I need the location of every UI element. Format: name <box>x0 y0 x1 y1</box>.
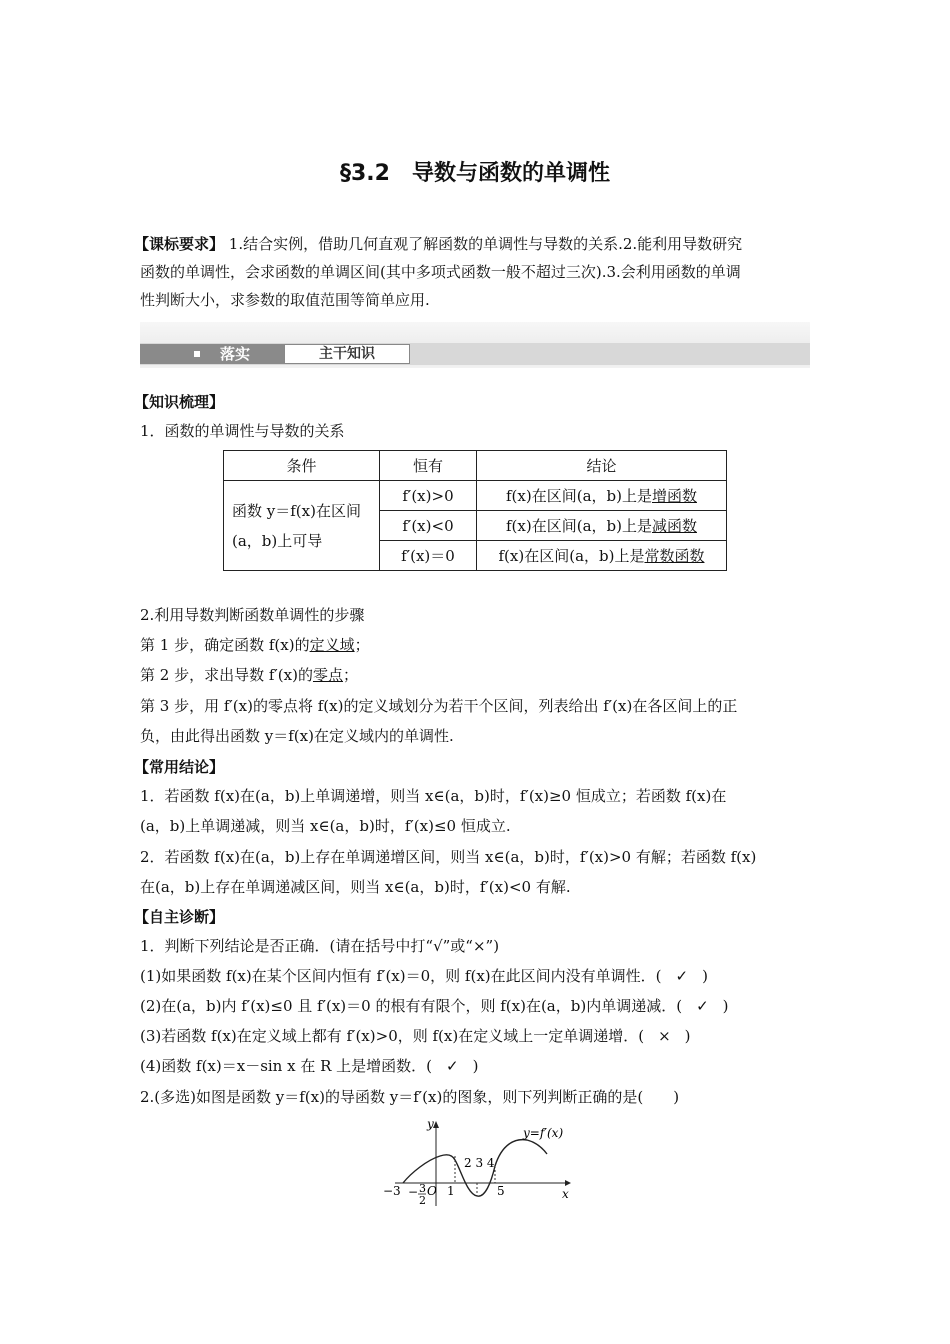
table-cell-derivative: f′(x)<0 <box>380 511 477 541</box>
item-close: ) <box>684 1027 691 1045</box>
table-cell-derivative: f′(x)＝0 <box>380 541 477 571</box>
table-cell-conclusion <box>477 511 727 541</box>
diagnosis-label: 【自主诊断】 <box>134 908 225 926</box>
knowledge-label: 【知识梳理】 <box>134 393 225 411</box>
item-text: (2)在(a，b)内 f′(x)≤0 且 f′(x)＝0 的根有有限个，则 f(x)在(a，b)内单调递减．( <box>140 997 683 1015</box>
question-1-item <box>140 995 729 1016</box>
answer-mark: ✓ <box>696 997 709 1015</box>
y-axis-label: y <box>427 1118 434 1131</box>
page-title: §3.2 导数与函数的单调性 <box>340 161 610 186</box>
step-2 <box>140 664 358 685</box>
x-axis-label: x <box>562 1187 569 1201</box>
conclusions-label: 【常用结论】 <box>134 758 225 776</box>
step-2-suffix: ； <box>343 666 359 684</box>
square-bullet-icon <box>194 351 200 357</box>
knowledge-item-2: 2.利用导数判断函数单调性的步骤 <box>140 606 365 624</box>
question-1-item <box>140 965 708 986</box>
derivative-graph <box>375 1118 575 1210</box>
section-banner <box>140 322 810 368</box>
condition-line-1: 函数 y＝f(x)在区间 <box>232 501 361 520</box>
conclusion-prefix: f(x)在区间(a，b)上是 <box>506 487 652 505</box>
step-1-prefix: 第 1 步，确定函数 f(x)的 <box>140 636 310 654</box>
tick-2-3-4: 2 3 4 <box>464 1156 495 1170</box>
requirement-label: 【课标要求】 <box>134 235 225 253</box>
x-axis-arrow-icon <box>565 1180 571 1186</box>
table-condition-cell <box>224 481 380 571</box>
conclusion-1-line-2: (a，b)上单调递减，则当 x∈(a，b)时，f′(x)≤0 恒成立. <box>140 817 511 835</box>
item-close: ) <box>722 997 729 1015</box>
table-cell-conclusion <box>477 541 727 571</box>
requirement-text-1: 1.结合实例，借助几何直观了解函数的单调性与导数的关系.2.能利用导数研究 <box>224 235 743 253</box>
answer-mark: ✓ <box>446 1057 459 1075</box>
table-header: 恒有 <box>380 451 477 481</box>
banner-left-label: 落实 <box>220 345 251 363</box>
monotonicity-table <box>223 450 727 571</box>
curve-label: y=f′(x) <box>523 1126 564 1140</box>
item-close: ) <box>472 1057 479 1075</box>
conclusion-key: 增函数 <box>651 487 697 505</box>
step-1 <box>140 634 370 655</box>
y-axis-arrow-icon <box>433 1121 439 1128</box>
requirement-text-3: 性判断大小，求参数的取值范围等简单应用. <box>140 291 430 309</box>
question-1: 1．判断下列结论是否正确．(请在括号中打“√”或“×”) <box>140 937 500 955</box>
question-2: 2.(多选)如图是函数 y＝f(x)的导函数 y＝f′(x)的图象，则下列判断正确的是( ) <box>140 1088 680 1106</box>
requirement-text-2: 函数的单调性，会求函数的单调区间(其中多项式函数一般不超过三次).3.会利用函数的单调 <box>140 263 741 281</box>
conclusion-key: 减函数 <box>651 517 697 535</box>
conclusion-key: 常数函数 <box>644 547 705 565</box>
tick-1: 1 <box>447 1184 455 1198</box>
table-header: 条件 <box>224 451 380 481</box>
tick-5: 5 <box>497 1184 505 1198</box>
banner-left <box>140 344 284 364</box>
tick-neg32-sign: − <box>408 1185 419 1199</box>
step-3-line-1: 第 3 步，用 f′(x)的零点将 f(x)的定义域划分为若干个区间，列表给出 f′(x)在各区间上的正 <box>140 697 738 715</box>
item-text: (1)如果函数 f(x)在某个区间内恒有 f′(x)＝0，则 f(x)在此区间内没有单调性．( <box>140 967 662 985</box>
table-cell-conclusion <box>477 481 727 511</box>
question-1-item <box>140 1025 691 1046</box>
step-2-prefix: 第 2 步，求出导数 f′(x)的 <box>140 666 313 684</box>
answer-mark: × <box>658 1027 671 1045</box>
table-cell-derivative: f′(x)>0 <box>380 481 477 511</box>
conclusion-1-line-1: 1．若函数 f(x)在(a，b)上单调递增，则当 x∈(a，b)时，f′(x)≥0 恒成立；若函数 f(x)在 <box>140 787 727 805</box>
conclusion-prefix: f(x)在区间(a，b)上是 <box>506 517 652 535</box>
conclusion-2-line-2: 在(a，b)上存在单调递减区间，则当 x∈(a，b)时，f′(x)<0 有解. <box>140 878 571 896</box>
banner-right-label: 主干知识 <box>284 344 410 364</box>
tick-neg32-denominator: 2 <box>419 1194 426 1207</box>
table-header: 结论 <box>477 451 727 481</box>
step-3-line-2: 负，由此得出函数 y＝f(x)在定义域内的单调性. <box>140 727 454 745</box>
answer-mark: ✓ <box>675 967 689 985</box>
step-1-suffix: ； <box>354 636 370 654</box>
question-1-item <box>140 1055 478 1076</box>
step-1-key: 定义域 <box>309 636 355 654</box>
origin-label: O <box>427 1184 437 1198</box>
item-text: (3)若函数 f(x)在定义域上都有 f′(x)>0，则 f(x)在定义域上一定单调递增．( <box>140 1027 645 1045</box>
conclusion-prefix: f(x)在区间(a，b)上是 <box>498 547 645 565</box>
tick-neg32-numerator: 3 <box>419 1182 426 1195</box>
item-text: (4)函数 f(x)＝x－sin x 在 R 上是增函数．( <box>140 1057 433 1075</box>
requirement-block <box>134 230 812 314</box>
item-close: ) <box>702 967 708 985</box>
tick-neg3: −3 <box>383 1184 401 1198</box>
step-2-key: 零点 <box>312 666 343 684</box>
knowledge-item-1: 1．函数的单调性与导数的关系 <box>140 422 345 440</box>
conclusion-2-line-1: 2．若函数 f(x)在(a，b)上存在单调递增区间，则当 x∈(a，b)时，f′(x)>0 有解；若函数 f(x) <box>140 848 757 866</box>
condition-line-2: (a，b)上可导 <box>232 531 323 550</box>
